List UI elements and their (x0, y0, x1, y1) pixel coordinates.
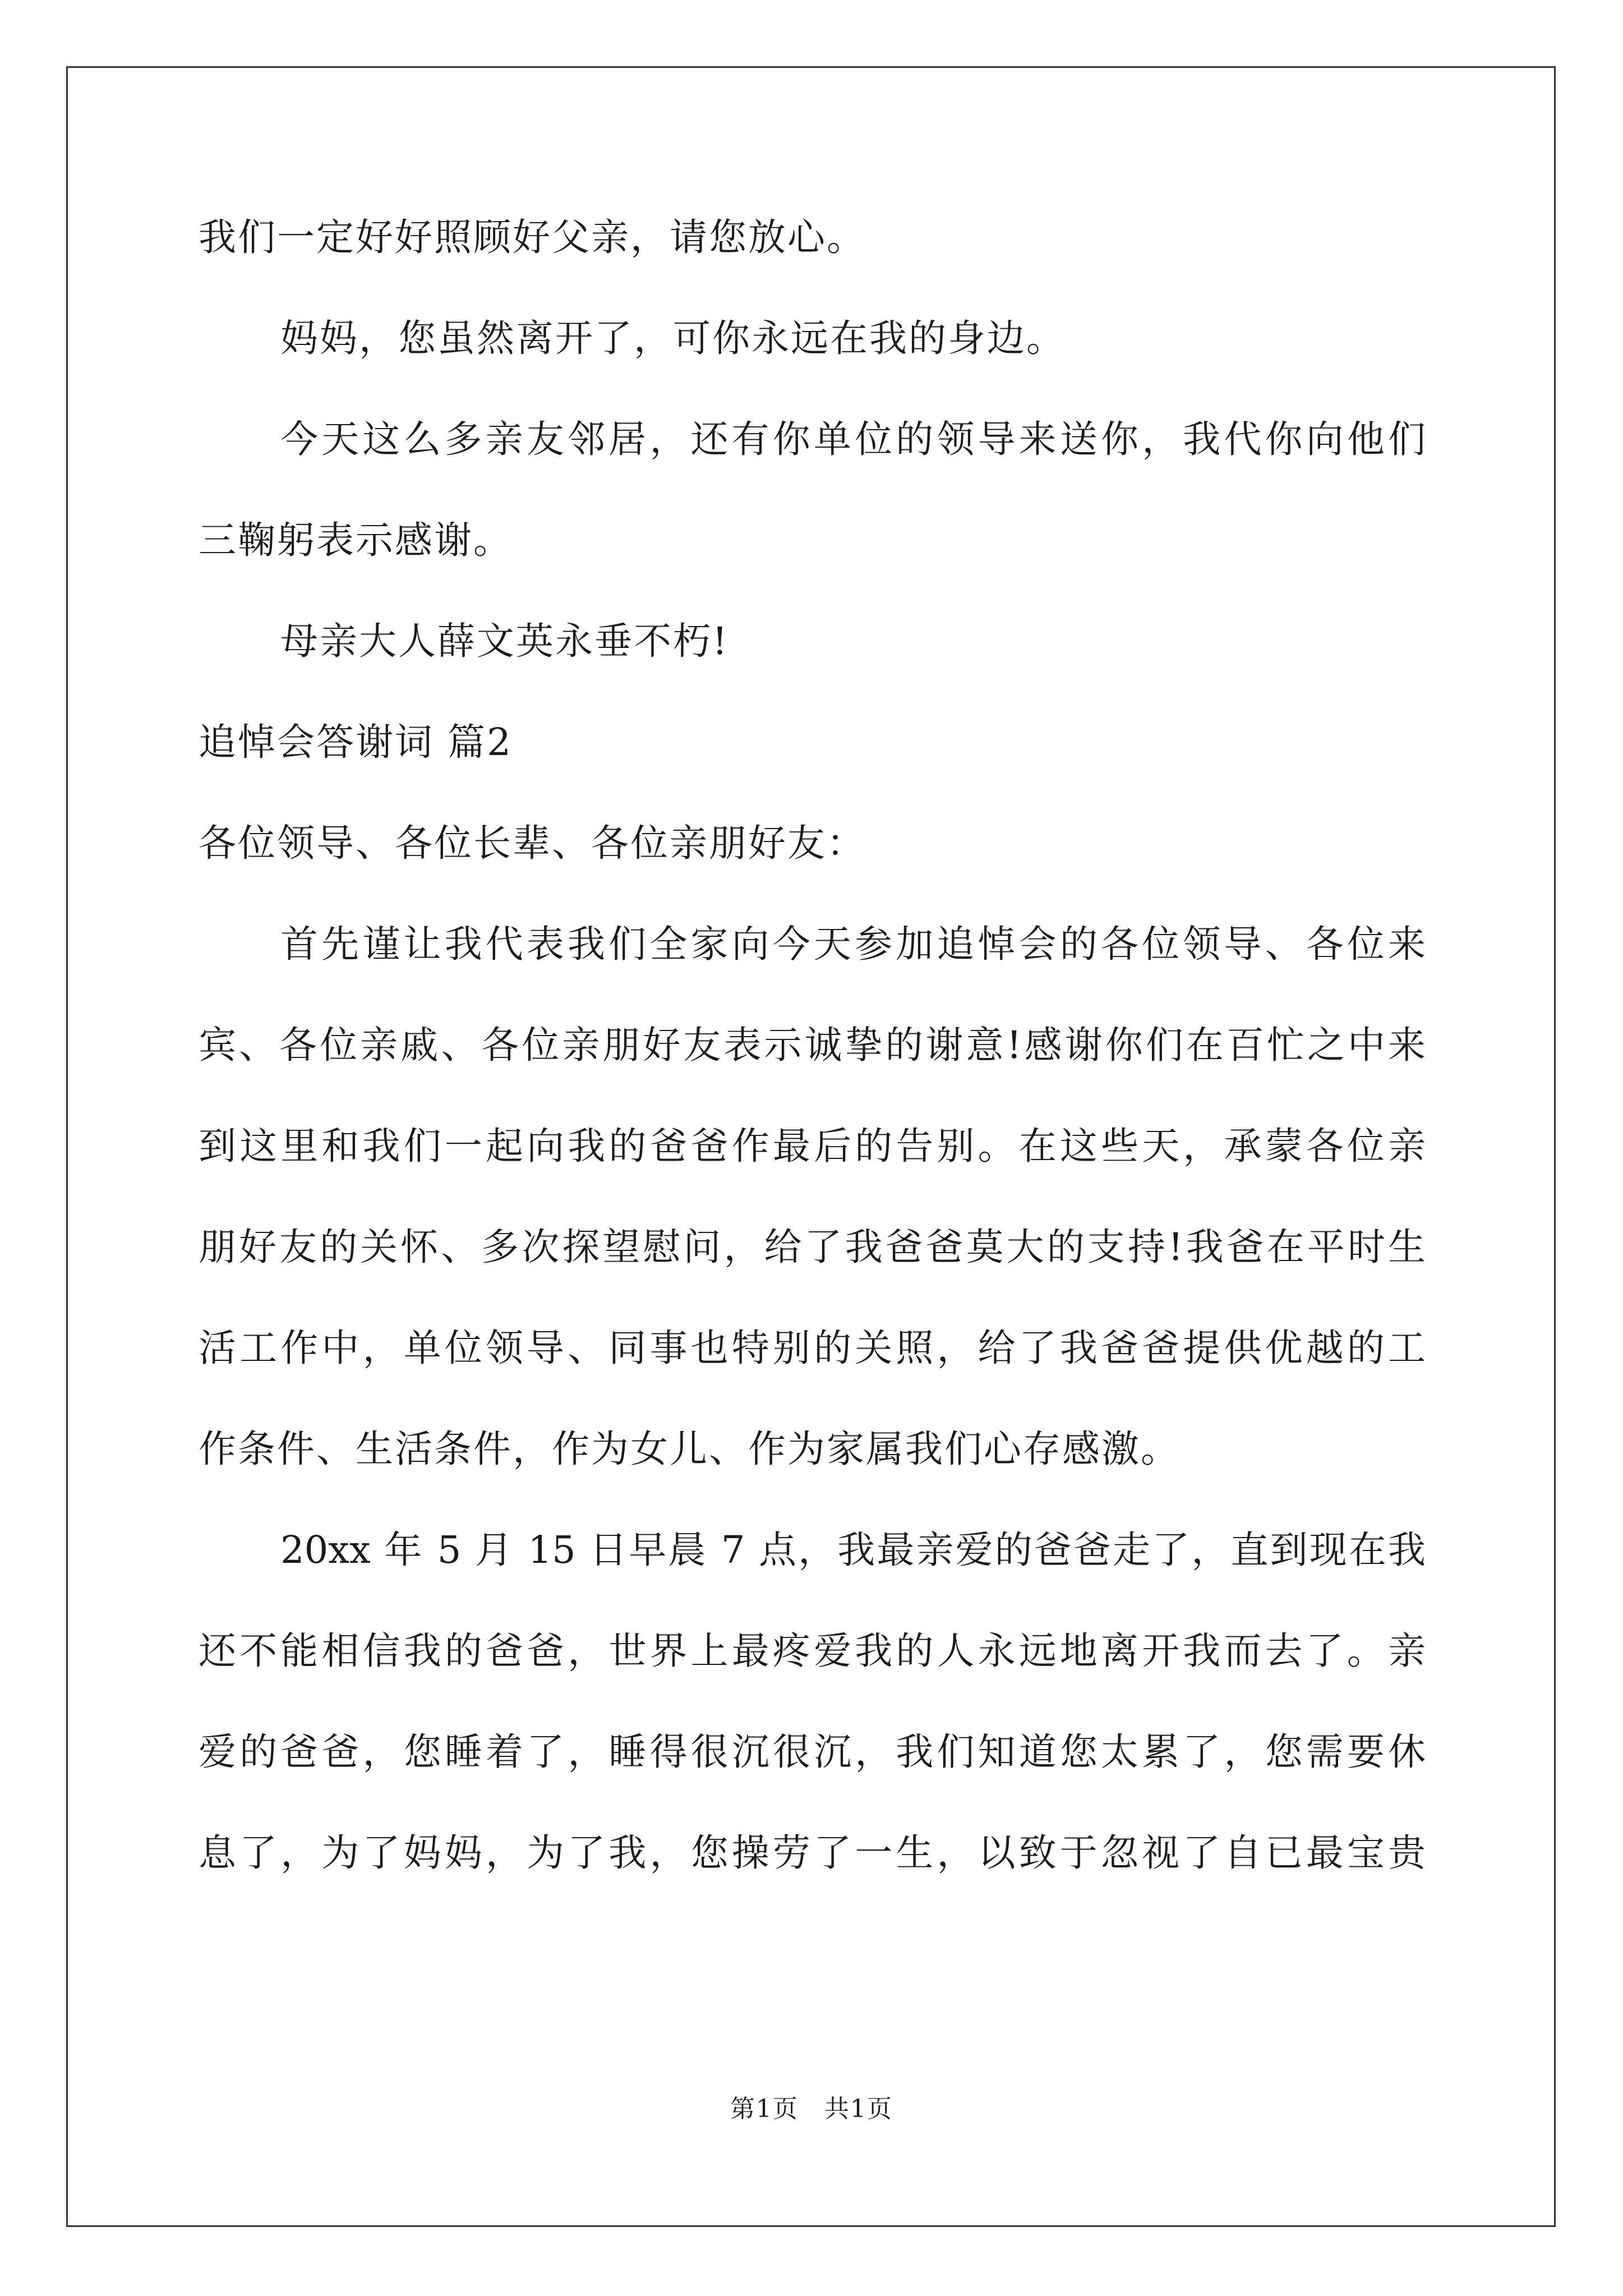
text-line-1: 我们一定好好照顾好父亲，请您放心。 (199, 215, 866, 259)
page-number-footer: 第1页 共1页 (730, 2095, 893, 2123)
text-line-8: 首先谨让我代表我们全家向今天参加追悼会的各位领导、各位来 (280, 922, 1426, 966)
text-line-5: 母亲大人薛文英永垂不朽! (280, 619, 729, 663)
text-line-17: 息了，为了妈妈，为了我，您操劳了一生，以致于忽视了自已最宝贵 (199, 1831, 1426, 1875)
text-line-3: 今天这么多亲友邻居，还有你单位的领导来送你，我代你向他们 (280, 417, 1426, 461)
text-line-16: 爱的爸爸，您睡着了，睡得很沉很沉，我们知道您太累了，您需要休 (199, 1730, 1426, 1774)
text-line-14: 20xx 年 5 月 15 日早晨 7 点，我最亲爱的爸爸走了，直到现在我 (280, 1528, 1426, 1572)
text-line-9: 宾、各位亲戚、各位亲朋好友表示诚挚的谢意!感谢你们在百忙之中来 (199, 1023, 1426, 1067)
text-line-13: 作条件、生活条件，作为女儿、作为家属我们心存感激。 (199, 1427, 1180, 1471)
text-line-15: 还不能相信我的爸爸，世界上最疼爱我的人永远地离开我而去了。亲 (199, 1629, 1426, 1673)
text-line-4: 三鞠躬表示感谢。 (199, 518, 513, 562)
text-line-11: 朋好友的关怀、多次探望慰问，给了我爸爸莫大的支持!我爸在平时生 (199, 1225, 1426, 1269)
section-heading: 追悼会答谢词 篇2 (199, 720, 513, 764)
text-line-12: 活工作中，单位领导、同事也特别的关照，给了我爸爸提供优越的工 (199, 1326, 1426, 1370)
text-line-10: 到这里和我们一起向我的爸爸作最后的告别。在这些天，承蒙各位亲 (199, 1124, 1426, 1168)
text-line-2: 妈妈，您虽然离开了，可你永远在我的身边。 (280, 316, 1066, 360)
salutation: 各位领导、各位长辈、各位亲朋好友： (199, 821, 866, 865)
